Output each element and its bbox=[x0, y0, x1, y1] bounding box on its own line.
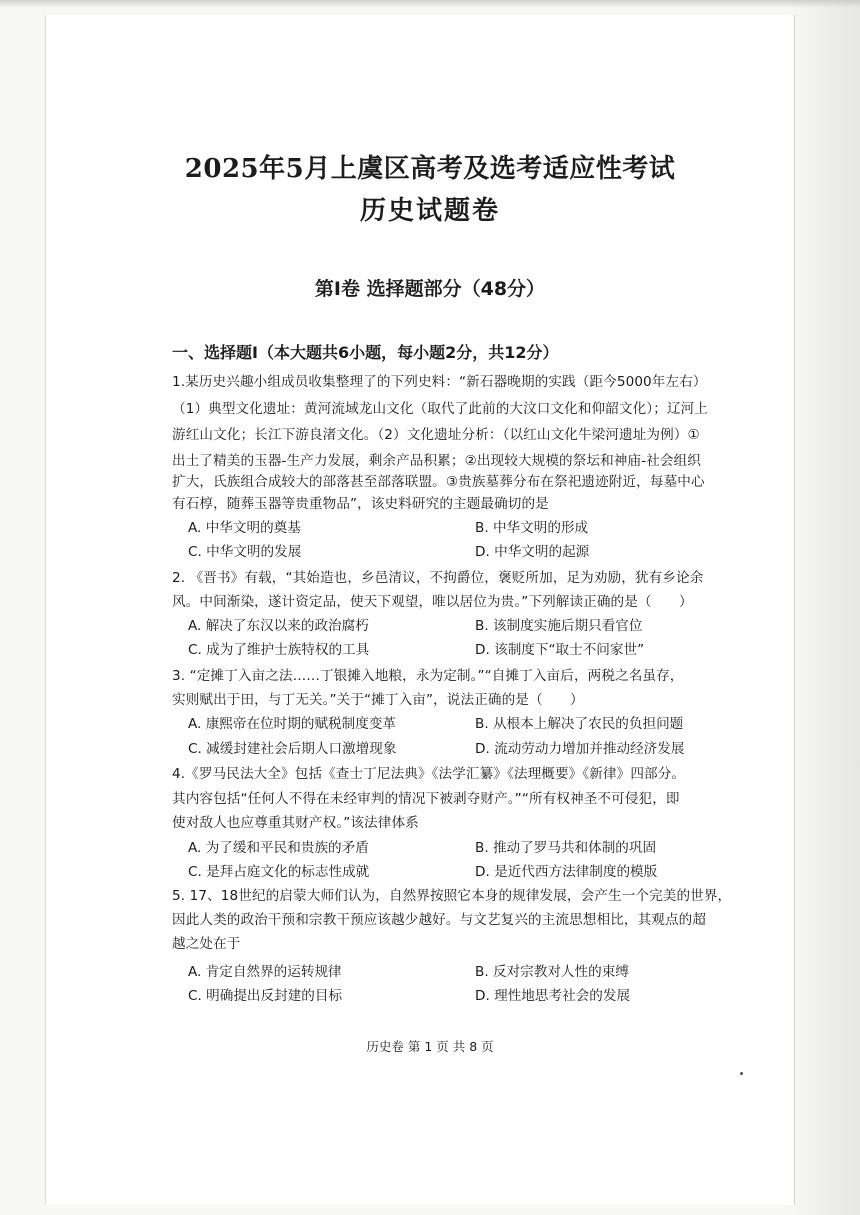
q4-option-a: A. 为了缓和平民和贵族的矛盾 bbox=[188, 840, 369, 856]
q4-option-d: D. 是近代西方法律制度的模版 bbox=[475, 864, 658, 880]
q2-line-1: 2. 《晋书》有载，“其始造也，乡邑清议，不拘爵位，褒贬所加，足为劝励，犹有乡论余 bbox=[172, 570, 704, 586]
q5-option-a: A. 肯定自然界的运转规律 bbox=[188, 964, 342, 980]
part-heading: 一、选择题Ⅰ（本大题共6小题，每小题2分，共12分） bbox=[172, 343, 559, 362]
q3-option-a: A. 康熙帝在位时期的赋税制度变革 bbox=[188, 716, 397, 732]
q5-option-c: C. 明确提出反封建的目标 bbox=[188, 988, 343, 1004]
q1-line-2: （1）典型文化遗址：黄河流域龙山文化（取代了此前的大汶口文化和仰韶文化）；辽河上 bbox=[172, 401, 709, 417]
q1-option-c: C. 中华文明的发展 bbox=[188, 544, 302, 560]
exam-title: 2025年5月上虞区高考及选考适应性考试 bbox=[184, 154, 676, 184]
q1-line-4: 出土了精美的玉器-生产力发展，剩余产品积累；②出现较大规模的祭坛和神庙-社会组织 bbox=[172, 453, 701, 469]
q3-line-1: 3. “定摊丁入亩之法……丁银摊入地粮，永为定制。”“自摊丁入亩后，两税之名虽存， bbox=[172, 668, 684, 684]
q2-line-2: 风。中间渐染，遂计资定品，使天下观望，唯以居位为贵。”下列解读正确的是（ ） bbox=[172, 594, 693, 610]
q3-option-c: C. 减缓封建社会后期人口激增现象 bbox=[188, 741, 397, 757]
q5-option-b: B. 反对宗教对人性的束缚 bbox=[475, 964, 629, 980]
q5-line-3: 越之处在于 bbox=[172, 936, 241, 952]
q4-option-c: C. 是拜占庭文化的标志性成就 bbox=[188, 864, 370, 880]
q1-option-d: D. 中华文明的起源 bbox=[475, 544, 590, 560]
scan-top-edge bbox=[0, 0, 860, 8]
q1-line-6: 有石椁，随葬玉器等贵重物品”，该史料研究的主题最确切的是 bbox=[172, 496, 549, 512]
section-title: 第Ⅰ卷 选择题部分（48分） bbox=[314, 278, 546, 300]
q4-line-1: 4.《罗马民法大全》包括《查士丁尼法典》《法学汇纂》《法理概要》《新律》四部分。 bbox=[172, 766, 686, 782]
page-footer: 历史卷 第 1 页 共 8 页 bbox=[366, 1039, 494, 1054]
q3-line-2: 实则赋出于田，与丁无关。”关于“摊丁入亩”，说法正确的是（ ） bbox=[172, 692, 584, 708]
q1-option-a: A. 中华文明的奠基 bbox=[188, 520, 301, 536]
q4-line-2: 其内容包括“任何人不得在未经审判的情况下被剥夺财产。”“所有权神圣不可侵犯，即 bbox=[172, 791, 680, 807]
q2-option-d: D. 该制度下“取士不问家世” bbox=[475, 642, 645, 658]
scan-speck bbox=[740, 1072, 743, 1075]
q2-option-c: C. 成为了维护士族特权的工具 bbox=[188, 642, 370, 658]
q5-line-1: 5. 17、18世纪的启蒙大师们认为，自然界按照它本身的规律发展，会产生一个完美的世界， bbox=[172, 888, 732, 904]
q4-line-3: 使对敌人也应尊重其财产权。”该法律体系 bbox=[172, 815, 419, 831]
exam-subtitle: 历史试题卷 bbox=[359, 196, 500, 226]
q5-option-d: D. 理性地思考社会的发展 bbox=[475, 988, 631, 1004]
q1-line-1: 1.某历史兴趣小组成员收集整理了的下列史料：“新石器晚期的实践（距今5000年左右） bbox=[172, 374, 707, 390]
q2-option-a: A. 解决了东汉以来的政治腐朽 bbox=[188, 618, 369, 634]
q3-option-b: B. 从根本上解决了农民的负担问题 bbox=[475, 716, 684, 732]
q5-line-2: 因此人类的政治干预和宗教干预应该越少越好。与文艺复兴的主流思想相比，其观点的超 bbox=[172, 912, 707, 928]
q2-option-b: B. 该制度实施后期只看官位 bbox=[475, 618, 643, 634]
q1-line-5: 扩大，氏族组合成较大的部落甚至部落联盟。③贵族墓葬分布在祭祀遗迹附近，每墓中心 bbox=[172, 474, 705, 490]
q1-line-3: 游红山文化；长江下游良渚文化。（2）文化遗址分析：（以红山文化牛梁河遗址为例）① bbox=[172, 427, 700, 443]
q1-option-b: B. 中华文明的形成 bbox=[475, 520, 589, 536]
q4-option-b: B. 推动了罗马共和体制的巩固 bbox=[475, 840, 657, 856]
q3-option-d: D. 流动劳动力增加并推动经济发展 bbox=[475, 741, 685, 757]
